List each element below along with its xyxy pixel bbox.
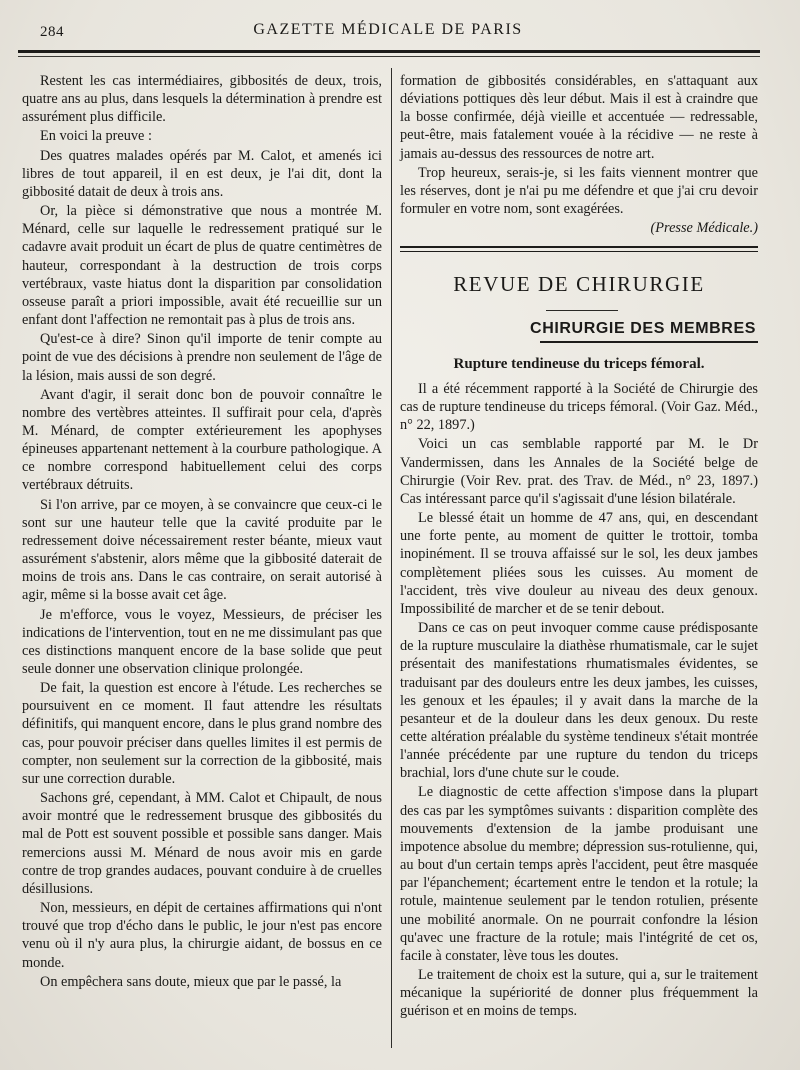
title-rule <box>546 310 618 311</box>
left-column <box>22 72 382 992</box>
paragraph: Il a été récemment rapporté à la Société de Chirurgie des cas de rupture tendineuse du triceps fémoral. (Voir Gaz. Méd., n° 22, 1897.) <box>400 381 758 434</box>
header-rule-thin <box>18 56 760 57</box>
subsection-rule <box>540 341 758 343</box>
paragraph: Restent les cas intermédiaires, gibbosités de deux, trois, quatre ans au plus, dans lesquels la détermination à prendre est assurément plus difficile. <box>22 73 382 126</box>
section-title: REVUE DE CHIRURGIE <box>453 272 705 296</box>
paragraph: On empêchera sans doute, mieux que par le passé, la <box>40 973 342 990</box>
paragraph: Dans ce cas on peut invoquer comme cause prédisposante de la rupture musculaire la diathèse rhumatismale, car le sujet présentait des manifestations rhumatismales évidentes, se traduisant par des douleurs entre les deux jambes, les cuisses, les genoux et les épaules; il y avait dans la marche de la pesanteur et de la douleur dans les deux genoux. Du reste cette altération préalable du système tendineux s'était montrée l'année précédente par une rupture du tendon du triceps brachial, lors d'une chute sur le coude. <box>400 620 758 782</box>
subsection-title: CHIRURGIE DES MEMBRES <box>530 320 756 337</box>
paragraph: En voici la preuve : <box>40 128 152 145</box>
page-number: 284 <box>40 24 64 40</box>
section-separator-thin <box>400 251 758 252</box>
paragraph: Avant d'agir, il serait donc bon de pouvoir connaître le nombre des vertèbres atteintes. Il suffirait pour cela, d'après M. Ménard, de compter extérieurement les apophyses épineuses appartenant nettement à la courbure pathologique. A ce nombre correspond habituellement celui des corps vertébraux détruits. <box>22 386 382 494</box>
paragraph: Voici un cas semblable rapporté par M. le Dr Vandermissen, dans les Annales de la Société belge de Chirurgie (Voir Rev. prat. des Trav. de Méd., n° 23, 1897.) Cas intéressant parce qu'il s'agissait d'une lésion bilatérale. <box>400 436 758 507</box>
paragraph: De fait, la question est encore à l'étude. Les recherches se poursuivent en ce moment. Il faut attendre les résultats définitifs, qui manquent encore, dans le plus grand nombre des cas, pour pouvoir préciser dans quelles limites il est permis de compter, non seulement sur la correction de la gibbosité, mais sur une correction durable. <box>22 680 382 787</box>
paragraph: Or, la pièce si démonstrative que nous a montrée M. Ménard, celle sur laquelle le redressement pratiqué sur le cadavre avait produit un écart de plus de quatre centimètres de hauteur, correspondant à la destruction de trois corps vertébraux, vaste hiatus dont la disparition par consolidation osseuse paraît a priori impossible, avait été recueillie sur un enfant dont l'affection ne remontait pas à plus de trois ans. <box>22 203 382 329</box>
right-column-article <box>400 380 758 1021</box>
source-citation: (Presse Médicale.) <box>650 220 758 237</box>
running-title: GAZETTE MÉDICALE DE PARIS <box>253 21 523 38</box>
paragraph: Qu'est-ce à dire? Sinon qu'il importe de tenir compte au point de vue des décisions à prendre non seulement de l'âge de la lésion, mais aussi de son degré. <box>22 331 382 384</box>
paragraph: Si l'on arrive, par ce moyen, à se convaincre que ceux-ci le sont sur une hauteur telle que la cavité produite par le redressement doive nécessairement rester béante, mieux vaut assurément s'abstenir, alors même que la gibbosité daterait de moins de trois ans. Dans le cas contraire, on serait autorisé à agir, même si la bosse avait cet âge. <box>22 496 382 604</box>
page-header <box>18 18 758 44</box>
header-rule <box>18 50 760 53</box>
paragraph: Le blessé était un homme de 47 ans, qui, en descendant une forte pente, au moment de quitter le trottoir, tomba inopinément. Il se trouva affaissé sur le sol, les deux jambes complètement pliées sous les cuisses. Au moment de l'accident, très vive douleur au niveau des deux genoux. Impossibilité de marcher et de se tenir debout. <box>400 510 758 617</box>
paragraph: Je m'efforce, vous le voyez, Messieurs, de préciser les indications de l'intervention, tout en ne me dissimulant pas que ces distinctions manquent encore de la base solide que peut seule donner une observation clinique prolongée. <box>22 606 382 677</box>
paragraph: Le traitement de choix est la suture, qui a, sur le traitement mécanique la supériorité de donner plus fréquemment la guérison et en moins de temps. <box>400 967 758 1020</box>
paragraph: formation de gibbosités considérables, en s'attaquant aux déviations pottiques dès leur début. Mais il est à craindre que la bosse confirmée, déjà vieille et accentuée — redressable, peut-être, mais fatalement vouée à la récidive — ne reste à jamais au-dessus des ressources de notre art. <box>400 73 758 162</box>
column-divider <box>391 68 392 1048</box>
article-title: Rupture tendineuse du triceps fémoral. <box>453 356 705 372</box>
section-separator <box>400 246 758 248</box>
paragraph: Sachons gré, cependant, à MM. Calot et Chipault, de nous avoir montré que le redressement brusque des gibbosités du mal de Pott est souvent possible et possible sans danger. Mais remercions aussi M. Ménard de nous avoir mis en garde contre de trop grandes audaces, pouvant conduire à de cruelles désillusions. <box>22 790 382 897</box>
paragraph: Le diagnostic de cette affection s'impose dans la plupart des cas par les symptômes suivants : disparition complète des mouvements d'extension de la jambe produisant une impotence absolue du membre; dépression sus-rotulienne, qui, au bout d'un certain temps après l'accident, peut être masquée par l'épanchement; écartement entre le tendon et la rotule; la rotule, maintenue seulement par le tendon rotulien, présente une mobilité anormale. On ne pourrait confondre la lésion qu'avec une fracture de la rotule; mais l'intégrité de cet os, facile à constater, lève tous les doutes. <box>400 784 758 964</box>
paragraph: Trop heureux, serais-je, si les faits viennent montrer que les réserves, dont je n'ai pu me défendre et que j'ai cru devoir formuler en votre nom, sont exagérées. <box>400 164 758 218</box>
paragraph: Des quatres malades opérés par M. Calot, et amenés ici libres de tout appareil, il en est deux, je l'ai dit, dont la gibbosité datait de deux à trois ans. <box>22 147 382 200</box>
paragraph: Non, messieurs, en dépit de certaines affirmations qui n'ont trouvé que trop d'écho dans le public, le jour n'est pas encore venu où il n'y aura plus, la chirurgie aidant, de bossus en ce monde. <box>22 900 382 971</box>
right-column-top <box>400 72 758 240</box>
